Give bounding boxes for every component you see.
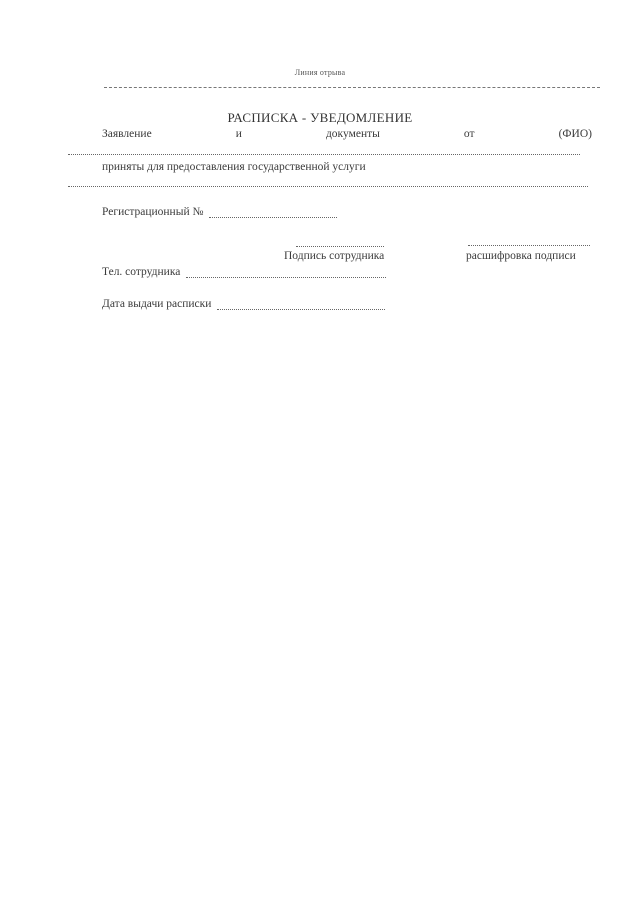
issue-date-label: Дата выдачи расписки (102, 298, 212, 310)
accepted-text: приняты для предоставления государственной услуги (102, 161, 366, 173)
reg-number-row (102, 206, 337, 218)
word-documents: документы (325, 128, 380, 140)
employee-phone-label: Тел. сотрудника (102, 266, 181, 278)
issue-date-field[interactable] (217, 299, 385, 310)
signature-decoding-line[interactable] (468, 245, 590, 246)
employee-phone-row (102, 266, 386, 278)
cut-line-label: Линия отрыва (294, 68, 346, 77)
receipt-title: РАСПИСКА - УВЕДОМЛЕНИЕ (227, 110, 413, 125)
employee-signature-line[interactable] (296, 246, 384, 247)
reg-number-field[interactable] (209, 207, 337, 218)
word-statement: Заявление (102, 128, 152, 140)
word-fio: (ФИО) (558, 128, 592, 140)
employee-signature-label: Подпись сотрудника (284, 250, 385, 262)
employee-phone-field[interactable] (186, 267, 386, 278)
fio-fill-line[interactable] (68, 154, 580, 155)
signature-decoding-label: расшифровка подписи (466, 250, 576, 262)
cut-line (104, 87, 600, 88)
statement-line (102, 128, 592, 140)
reg-number-label: Регистрационный № (102, 206, 204, 218)
word-and: и (235, 128, 242, 140)
service-fill-line[interactable] (68, 186, 588, 187)
word-from: от (463, 128, 475, 140)
issue-date-row (102, 298, 385, 310)
